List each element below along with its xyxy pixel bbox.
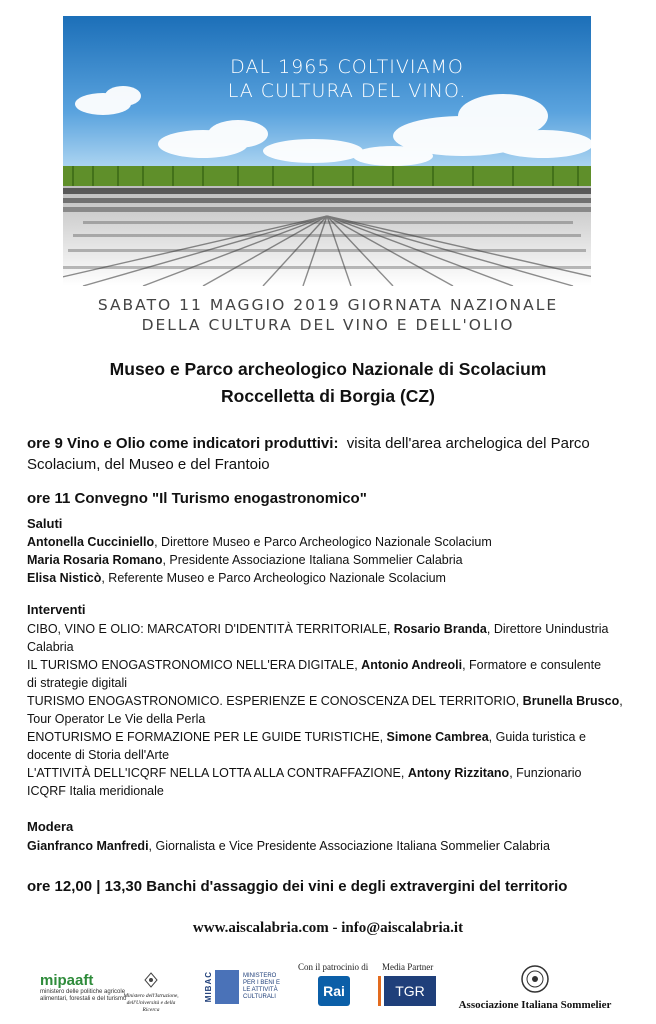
speaker-role: , — [619, 694, 623, 708]
miur-logo — [122, 972, 180, 1014]
modera-heading: Modera — [27, 819, 74, 834]
intervento-item — [27, 728, 631, 764]
speaker-role: , Presidente Associazione Italiana Sommelier Calabria — [162, 553, 463, 567]
intervento-item — [27, 656, 631, 692]
ais-name: Associazione Italiana Sommelier — [458, 999, 612, 1011]
venue-location: Roccelletta di Borgia (CZ) — [221, 386, 435, 406]
mipaaft-caption: ministero delle politiche agricole — [40, 989, 126, 995]
mibac-map-icon — [215, 970, 239, 1004]
moderator-name: Gianfranco Manfredi — [27, 839, 149, 853]
speaker-role-cont: ICQRF Italia meridionale — [27, 784, 164, 798]
miur-caption: dell'Università e della Ricerca — [126, 1000, 176, 1013]
miur-caption: Ministero dell'Istruzione, — [123, 993, 179, 999]
speaker-name: Maria Rosaria Romano — [27, 553, 163, 567]
moderator-role: , Giornalista e Vice Presidente Associazione Italiana Sommelier Calabria — [148, 839, 550, 853]
speaker-name: Rosario Branda — [393, 622, 487, 636]
talk-topic: ENOTURISMO E FORMAZIONE PER LE GUIDE TURISTICHE, — [27, 730, 387, 744]
talk-topic: TURISMO ENOGASTRONOMICO. ESPERIENZE E CONOSCENZA DEL TERRITORIO, — [27, 694, 523, 708]
mibac-logo-text: MIBAC — [204, 971, 213, 1003]
moderator — [27, 837, 631, 855]
mibac-logo — [204, 970, 280, 1004]
intervento-item — [27, 764, 631, 800]
italian-emblem-icon — [144, 972, 158, 988]
speaker-role: , Referente Museo e Parco Archeologico Nazionale Scolacium — [101, 571, 446, 585]
saluti-heading: Saluti — [27, 516, 63, 531]
mibac-text-line: LE ATTIVITÀ — [243, 987, 278, 993]
event-date-line2: DELLA CULTURA DEL VINO E DELL'OLIO — [141, 316, 515, 334]
talk-topic: CIBO, VINO E OLIO: MARCATORI D'IDENTITÀ TERRITORIALE, — [27, 622, 394, 636]
saluti-item — [27, 569, 631, 587]
event-tasting-title: ore 12,00 | 13,30 Banchi d'assaggio dei vini e degli extravergini del territorio — [27, 878, 568, 895]
patrocinio-label: Con il patrocinio di — [298, 962, 369, 972]
speaker-role: , Formatore e consulente — [462, 658, 602, 672]
speaker-name: Simone Cambrea — [386, 730, 489, 744]
mibac-text-line: PER I BENI E — [243, 980, 281, 986]
mipaaft-caption: alimentari, forestali e del turismo — [40, 996, 127, 1002]
interventi-list — [27, 620, 631, 800]
speaker-name: Antony Rizzitano — [407, 766, 510, 780]
event-9am-title: ore 9 Vino e Olio come indicatori produttivi: — [27, 435, 339, 452]
saluti-item — [27, 533, 631, 551]
speaker-name: Elisa Nisticò — [27, 571, 102, 585]
event-date-line1: SABATO 11 MAGGIO 2019 GIORNATA NAZIONALE — [97, 296, 559, 314]
event-9am — [27, 433, 631, 475]
interventi-heading: Interventi — [27, 602, 86, 617]
mibac-text-line: MINISTERO — [243, 973, 277, 979]
tgr-accent-bar — [378, 976, 381, 1006]
tgr-logo-text: TGR — [384, 976, 436, 1006]
event-11am-title: ore 11 Convegno "Il Turismo enogastronomico" — [27, 490, 367, 507]
hero-slogan-line2: LA CULTURA DEL VINO. — [227, 80, 467, 102]
mipaaft-logo — [40, 972, 126, 1003]
speaker-role-cont: Calabria — [27, 640, 74, 654]
saluti-list — [27, 533, 631, 587]
talk-topic: IL TURISMO ENOGASTRONOMICO NELL'ERA DIGITALE, — [27, 658, 362, 672]
intervento-item — [27, 620, 631, 656]
speaker-role-cont: Tour Operator Le Vie della Perla — [27, 712, 206, 726]
event-9am-desc-b: Scolacium, del Museo e del Frantoio — [27, 456, 270, 473]
mipaaft-logo-text: mipaaft — [40, 972, 94, 989]
hero-banner — [63, 16, 591, 286]
tgr-logo — [378, 976, 436, 1006]
media-partner-label: Media Partner — [382, 962, 434, 972]
speaker-role-cont: docente di Storia dell'Arte — [27, 748, 170, 762]
ais-emblem-icon — [518, 964, 552, 994]
venue-name: Museo e Parco archeologico Nazionale di Scolacium — [109, 359, 547, 379]
speaker-role: , Direttore Museo e Parco Archeologico Nazionale Scolacium — [154, 535, 492, 549]
talk-topic: L'ATTIVITÀ DELL'ICQRF NELLA LOTTA ALLA CONTRAFFAZIONE, — [27, 766, 408, 780]
intervento-item — [27, 692, 631, 728]
speaker-name: Antonella Cucciniello — [27, 535, 155, 549]
rai-logo: Rai — [318, 976, 350, 1006]
speaker-role: , Funzionario — [509, 766, 582, 780]
speaker-role: , Direttore Unindustria — [486, 622, 609, 636]
speaker-role-cont: di strategie digitali — [27, 676, 128, 690]
event-9am-desc-a: visita dell'area archelogica del Parco — [346, 435, 590, 452]
speaker-name: Brunella Brusco — [522, 694, 620, 708]
hero-slogan-line1: DAL 1965 COLTIVIAMO — [230, 56, 464, 78]
speaker-role: , Guida turistica e — [488, 730, 586, 744]
ais-logo — [450, 964, 620, 1011]
mibac-text — [243, 973, 280, 1001]
mibac-text-line: CULTURALI — [243, 994, 276, 1000]
footer-contacts[interactable]: www.aiscalabria.com - info@aiscalabria.it — [192, 920, 464, 936]
saluti-item — [27, 551, 631, 569]
speaker-name: Antonio Andreoli — [361, 658, 463, 672]
